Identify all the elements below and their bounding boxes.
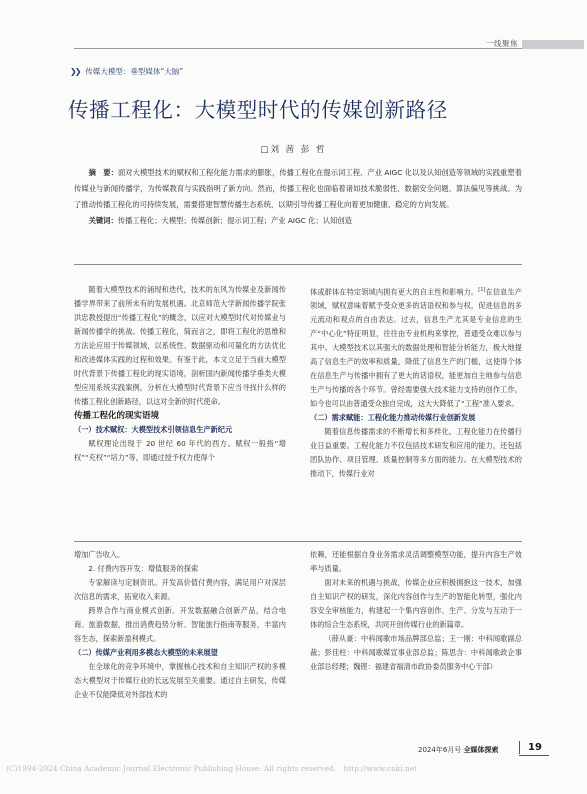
body-paragraph: 赋权理论出现于 20 世纪 60 年代的西方。赋权一般指“增权”“充权”“培力”等，即通过授予权力使得个 [74,439,286,462]
abstract-paragraph [74,165,522,213]
subheading-1: （一）技术赋权：大模型技术引领信息生产新纪元 [74,425,233,434]
header-rule [74,48,522,49]
list-item-heading: 2. 付费内容开发：增值服务的探索 [88,564,199,573]
header-tab-bar [522,40,584,49]
magazine-name: 全媒体探索 [463,746,499,754]
issue-date: 2024年6月号 [418,746,462,754]
section-heading: 传播工程化的现实语境 [74,411,160,421]
keywords-paragraph [74,213,522,229]
intro-paragraph: 随着大模型技术的涌现和迭代，技术的东风为传媒业及新闻传播学界带来了前所未有的发展机遇。北京师范大学新闻传播学院张洪忠教授提出“传播工程化”的概念，以应对大模型时代对传媒业与新闻传播学的挑战。传播工程化，简而言之，即将工程化的思维和方法论应用于传媒领域，以系统性、数据驱动和可量化的方法优化和改进媒体实践的过程和效果。有鉴于此，本文立足于当前大模型时代背景下传播工程化的现实语境，剖析国内新闻传播学垂类大模型应用系统实践案例，分析在大模型时代背景下应当寻找什么样的传播工程化创新路径，以这对全新的时代使命。 [74,285,286,406]
body-paragraph: 专家解读与定制资讯。开发高价值付费内容，满足用户对深层次信息的需求，拓宽收入来源。 [74,578,286,601]
footer-divider [519,741,520,754]
body-paragraph: 面对未来的机遇与挑战，传媒企业应积极拥抱这一技术，加强自主知识产权的研发，深化内容创作与生产的智能化转型，强化内容安全审核能力，构建起一个集内容创作、生产、分发与互动于一体的综合生态系统，共同开创传媒行业的新篇章。 [310,578,522,629]
article-title: 传播工程化：大模型时代的传媒创新路径 [68,98,448,122]
paragraph-part: 体或群体在特定领域内拥有更大的自主性和影响力。 [310,287,479,297]
section-divider [74,541,522,542]
paragraph-part: 在信息生产领域，赋权意味着赋予受众更多的话语权和参与权，促进信息的多元流动和观点的自由表达。过去，信息生产尤其是专业信息的生产“中心化”特征明显，往往由专业机构来掌控，普通受众难以参与其中。大模型技术以其强大的数据处理和智能分析能力，极大地提高了信息生产的效率和质量，降低了信息生产的门槛，这使得个体在信息生产与传播中拥有了更大的话语权，能更加自主地参与信息生产与传播的各个环节。曾经需要强大技术能力支持的创作工作，如今也可以由普通受众独自完成，这大大降低了“工程”准入要求。 [310,287,522,409]
right-column-bottom [310,548,522,674]
abstract-rule [74,264,522,265]
citation: [1] [478,287,486,293]
authors: □刘 茜 彭 哲 [260,145,327,155]
keywords-text: 传播工程化；大模型；传媒创新；提示词工程；产业 AIGC 化；认知创造 [117,216,352,225]
section-header: 一线聚焦 [486,39,518,48]
page-number-underline [519,755,549,756]
left-column-bottom [74,548,286,702]
subheading-3: （二）传媒产业利用多模态大模型的未来展望 [74,648,218,657]
body-paragraph: 随着信息传播需求的不断增长和多样化，工程化能力在传播行业日益重要。工程化能力不仅包括技术研发和应用的能力，还包括团队协作、项目管理、质量控制等多方面的能力。在大模型技术的推动下，传媒行业对 [310,427,522,479]
body-paragraph: 增加广告收入。 [74,550,125,559]
author-note: （薛从豪：中科闻歌市场品牌部总监；王一刚：中科闻歌副总裁；彭佳柱：中科闻歌媒宣事业部总监；陈思含：中科闻歌政企事业部总经理；魏铿：福建省福清市政协委员服务中心干部） [310,634,522,671]
body-paragraph [310,283,522,411]
right-column-top [310,283,522,481]
breadcrumb-label: 传媒大模型：垂型媒体“大脑” [85,67,184,76]
double-chevron-icon: ❯❯ [70,67,80,76]
abstract-text: 面对大模型技术的赋权和工程化能力需求的膨胀，传播工程化在提示词工程、产业 AIGC 化以及认知创造等领域的实践重塑着传媒业与新闻传播学，为传媒教育与实践指明了新方向。然而，传播工程化也面临着诸如技术脆弱性、数据安全问题、算法偏见等挑战。为了推动传播工程化的可持续发展，需要搭建智慧传播生态系统，以期引导传播工程化向着更加健康、稳定的方向发展。 [74,168,523,209]
body-paragraph: 在全球化的竞争环境中，掌握核心技术和自主知识产权的多模态大模型对于传媒行业的长远发展至关重要。通过自主研发，传媒企业不仅能降低对外部技术的 [74,662,286,699]
keywords-label: 关键词： [88,216,118,225]
copyright-watermark: (C)1994-2024 China Academic Journal Electronic Publishing House. All rights reserved. http://www.cnki.net [6,764,417,773]
subheading-2: （二）需求赋能：工程化能力推动传媒行业创新发展 [310,413,476,423]
abstract-label: 摘 要： [88,168,118,177]
abstract [74,165,522,229]
page-number: 19 [528,742,542,753]
footer-issue [418,745,499,755]
breadcrumb [70,66,183,77]
left-column-top [74,283,286,465]
body-paragraph: 依赖，还能根据自身业务需求灵活调整模型功能，提升内容生产效率与质量。 [310,550,522,573]
body-paragraph: 跨界合作与商业模式创新。开发数据融合创新产品，结合电商、旅游数据，推出消费趋势分析、智能旅行指南等服务，丰富内容生态，探索新盈利模式。 [74,606,286,643]
